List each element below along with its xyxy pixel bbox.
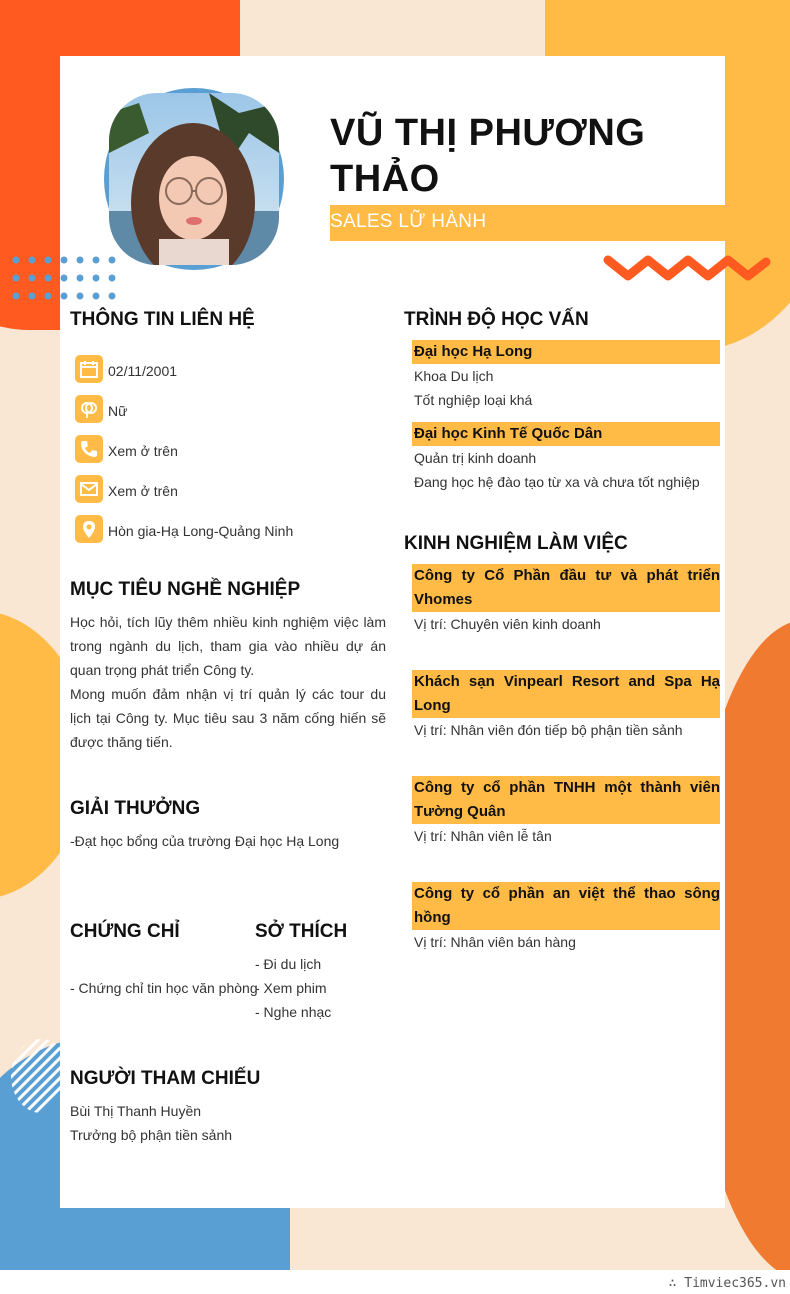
hobby-item: - Đi du lịch bbox=[255, 956, 322, 972]
job-title: SALES LỮ HÀNH bbox=[330, 211, 487, 232]
job-company: Công ty cổ phần TNHH một thành viên Tường Quân bbox=[414, 779, 720, 820]
candidate-name bbox=[330, 110, 645, 202]
dot-pattern bbox=[12, 256, 124, 300]
objective-paragraph-2: Mong muốn đảm nhận vị trí quản lý các tour du lịch tại Công ty. Mục tiêu sau 3 năm cống hiến sẽ được thăng tiến. bbox=[70, 686, 386, 750]
location-icon bbox=[75, 515, 103, 543]
school-detail: Quản trị kinh doanh bbox=[414, 450, 537, 466]
reference-role: Trưởng bộ phận tiền sảnh bbox=[70, 1127, 233, 1143]
hobbies-heading: SỞ THÍCH bbox=[255, 921, 348, 942]
job-position: Vị trí: Nhân viên lễ tân bbox=[414, 828, 552, 844]
job-company: Công ty cổ phần an việt thể thao sông hồng bbox=[414, 885, 720, 926]
objective-paragraph-1: Học hỏi, tích lũy thêm nhiều kinh nghiệm việc làm trong ngành du lịch, tham gia vào nhiều dự án quan trọng phát triển Công ty. bbox=[70, 614, 386, 678]
hobby-item: - Xem phim bbox=[255, 980, 327, 996]
zigzag-decoration bbox=[602, 250, 772, 286]
school-name: Đại học Hạ Long bbox=[414, 343, 533, 360]
name-line-2: THẢO bbox=[330, 158, 440, 200]
watermark: ∴ Timviec365.vn bbox=[668, 1276, 786, 1291]
hobby-item: - Nghe nhạc bbox=[255, 1004, 332, 1020]
school-detail: Tốt nghiệp loại khá bbox=[414, 392, 533, 408]
reference-heading: NGƯỜI THAM CHIẾU bbox=[70, 1068, 261, 1089]
school-name: Đại học Kinh Tế Quốc Dân bbox=[414, 425, 603, 442]
education-heading: TRÌNH ĐỘ HỌC VẤN bbox=[404, 309, 589, 330]
job-company: Công ty Cổ Phần đầu tư và phát triển Vhomes bbox=[414, 567, 720, 608]
calendar-icon bbox=[75, 355, 103, 383]
contact-heading: THÔNG TIN LIÊN HỆ bbox=[70, 309, 255, 330]
job-position: Vị trí: Nhân viên đón tiếp bộ phận tiền sảnh bbox=[414, 722, 683, 738]
profile-photo bbox=[109, 93, 279, 265]
experience-heading: KINH NGHIỆM LÀM VIỆC bbox=[404, 533, 628, 554]
phone-icon bbox=[75, 435, 103, 463]
school-detail: Đang học hệ đào tạo từ xa và chưa tốt nghiệp bbox=[414, 474, 700, 490]
certificates-heading: CHỨNG CHỈ bbox=[70, 921, 180, 942]
reference-name: Bùi Thị Thanh Huyền bbox=[70, 1103, 202, 1119]
objective-heading: MỤC TIÊU NGHỀ NGHIỆP bbox=[70, 579, 301, 600]
awards-text: -Đạt học bổng của trường Đại học Hạ Long bbox=[70, 833, 340, 849]
contact-gender: Nữ bbox=[108, 403, 128, 419]
contact-email: Xem ở trên bbox=[108, 483, 178, 499]
job-company: Khách sạn Vinpearl Resort and Spa Hạ Long bbox=[414, 673, 720, 714]
email-icon bbox=[75, 475, 103, 503]
job-position: Vị trí: Chuyên viên kinh doanh bbox=[414, 616, 601, 632]
certificate-item: - Chứng chỉ tin học văn phòng bbox=[70, 980, 258, 996]
job-position: Vị trí: Nhân viên bán hàng bbox=[414, 934, 576, 950]
awards-heading: GIẢI THƯỞNG bbox=[70, 798, 201, 819]
contact-address: Hòn gia-Hạ Long-Quảng Ninh bbox=[108, 523, 294, 539]
gender-icon bbox=[75, 395, 103, 423]
school-detail: Khoa Du lịch bbox=[414, 368, 494, 384]
name-line-1: VŨ THỊ PHƯƠNG bbox=[330, 112, 646, 154]
contact-birthday: 02/11/2001 bbox=[108, 363, 178, 379]
contact-phone: Xem ở trên bbox=[108, 443, 178, 459]
